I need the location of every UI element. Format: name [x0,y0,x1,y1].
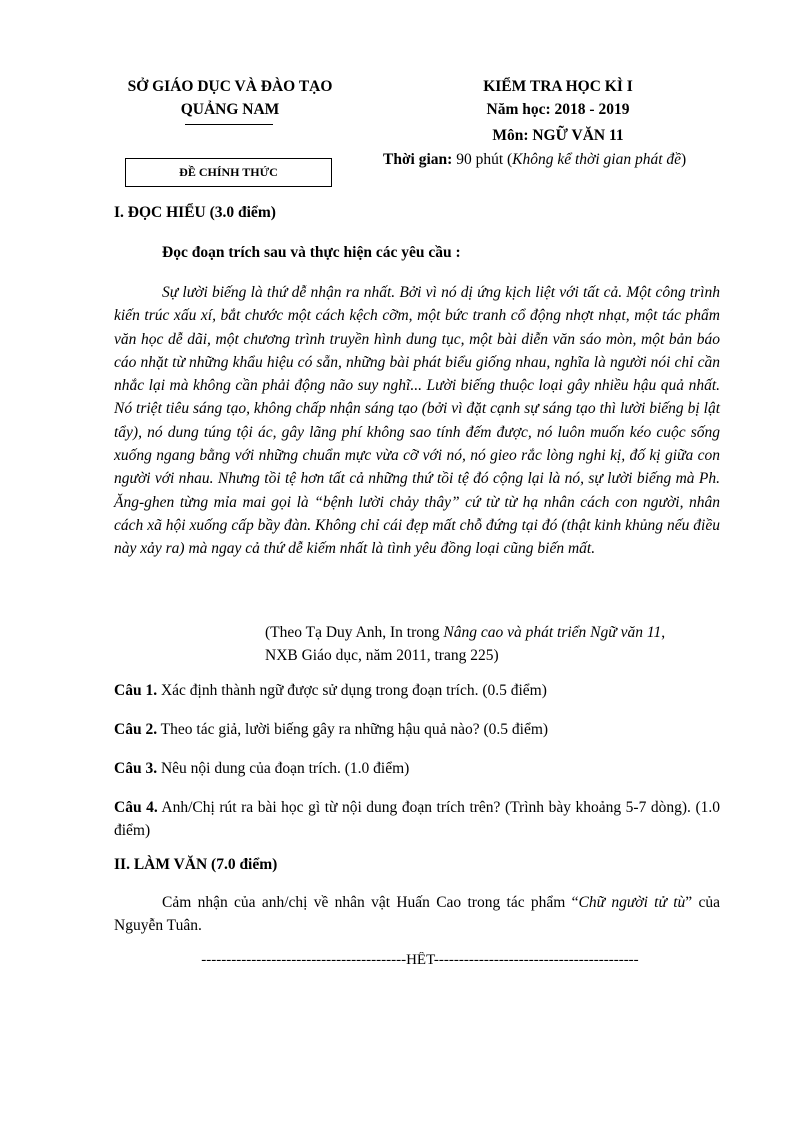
time-label: Thời gian: [383,151,453,168]
time-close: ) [681,151,687,168]
end-marker: -----------------------------------------HẾT----------------------------------------- [201,952,639,968]
source-prefix: (Theo Tạ Duy Anh, In trong [265,624,444,641]
subject: Môn: NGỮ VĂN 11 [492,127,624,144]
source-book: Nâng cao và phát triển Ngữ văn 11 [443,624,662,641]
time-value: 90 phút ( [452,151,513,168]
province-name: QUẢNG NAM [180,101,280,118]
question-text: Xác định thành ngữ được sử dụng trong đoạn trích. (0.5 điểm) [157,682,547,699]
header-underline [185,124,273,125]
question-label: Câu 2. [114,721,158,738]
question-text: Theo tác giả, lười biếng gây ra những hậu quả nào? (0.5 điểm) [157,721,549,738]
question-1 [114,679,720,702]
question-text: Anh/Chị rút ra bài học gì từ nội dung đoạn trích trên? (Trình bày khoảng 5-7 dòng). (1.0 điểm) [114,799,720,839]
exam-title: KIỂM TRA HỌC KÌ I [483,78,633,95]
prompt-work: Chữ người tử tù [578,894,686,911]
prompt-suffix: ” của Nguyễn Tuân. [114,894,720,934]
question-text: Nêu nội dung của đoạn trích. (1.0 điểm) [157,760,410,777]
department-name: SỞ GIÁO DỤC VÀ ĐÀO TẠO [127,78,333,95]
question-3 [114,757,720,780]
question-4 [114,796,720,842]
source-publisher: NXB Giáo dục, năm 2011, trang 225) [265,647,499,664]
source-suffix: , [661,624,666,641]
time-note: Không kể thời gian phát đề [512,151,682,168]
essay-prompt [114,891,720,937]
question-2 [114,718,720,741]
school-year: Năm học: 2018 - 2019 [486,101,630,118]
section1-title: I. ĐỌC HIỂU (3.0 điểm) [114,204,276,221]
section1-instruction: Đọc đoạn trích sau và thực hiện các yêu cầu : [162,244,461,261]
reading-passage: Sự lười biếng là thứ dễ nhận ra nhất. Bởi vì nó dị ứng kịch liệt với tất cả. Một công trình kiến trúc xấu xí, bắt chước một cách kệch cỡm, một bức tranh cổ động nhợt nhạt, một tác phẩm văn học dễ dãi, một chương trình truyền hình dung tục, một bài diễn văn sáo mòn, một bản báo cáo nhặt từ những khẩu hiệu có sẵn, những bài phát biểu giống nhau, nghĩa là người nói chỉ cần nhắc lại mà không cần phải động não suy nghĩ... Lười biếng thuộc loại gây nhiều hậu quả nhất. Nó triệt tiêu sáng tạo, không chấp nhận sáng tạo (bởi vì đặt cạnh sự sáng tạo thì lười biếng bị lật tẩy), nó dung túng tội ác, gây lãng phí không sao tính đếm được, nó luôn muốn kéo cuộc sống xuống ngang bằng với những chuẩn mực vừa cỡ với nó, nó gieo rắc lòng nghi kị, đố kị giữa con người với nhau. Nhưng tồi tệ hơn tất cả những thứ tồi tệ đó cộng lại là nó, sự lười biếng mà Ph. Ăng-ghen từng mỉa mai gọi là “bệnh lười chảy thây” cứ từ từ hạ nhân cách con người, nhân cách xã hội xuống cấp bầy đàn. Không chỉ cái đẹp mất chỗ đứng tại đó (thật kinh khủng nếu điều này xảy ra) mà ngay cả thứ dễ kiếm nhất là tình yêu đồng loại cũng biến mất. [114,284,720,558]
prompt-prefix: Cảm nhận của anh/chị về nhân vật Huấn Cao trong tác phẩm “ [162,894,579,911]
section2-title: II. LÀM VĂN (7.0 điểm) [114,856,278,873]
question-label: Câu 4. [114,799,158,816]
exam-time [383,148,728,171]
question-label: Câu 3. [114,760,158,777]
passage-source [265,621,665,644]
question-label: Câu 1. [114,682,158,699]
official-exam-box: ĐỀ CHÍNH THỨC [125,158,332,187]
